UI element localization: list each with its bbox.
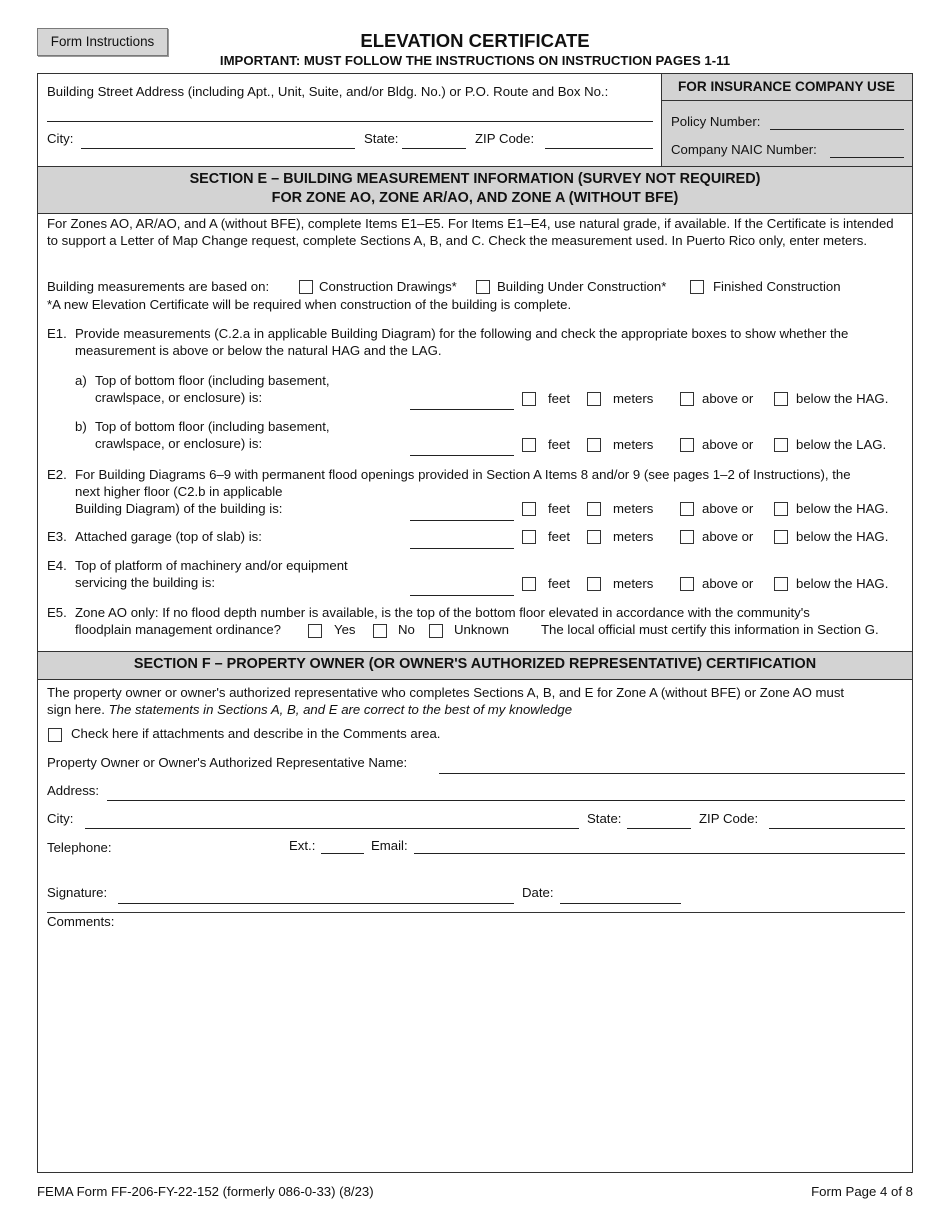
street-address-field[interactable] <box>47 103 653 121</box>
e2-text-line3: Building Diagram) of the building is: <box>75 501 283 516</box>
e2-above-label: above or <box>702 501 754 516</box>
e2-measurement-underline <box>410 520 514 521</box>
e1-text-line2: measurement is above or below the natural HAG and the LAG. <box>75 343 442 358</box>
e1b-above-checkbox[interactable] <box>680 438 694 452</box>
policy-number-underline <box>770 129 904 130</box>
section-e-title-line1: SECTION E – BUILDING MEASUREMENT INFORMATION (SURVEY NOT REQUIRED) <box>189 171 761 187</box>
e3-meters-checkbox[interactable] <box>587 530 601 544</box>
building-under-construction-checkbox[interactable] <box>476 280 490 294</box>
e1a-meters-checkbox[interactable] <box>587 392 601 406</box>
e1b-meters-label: meters <box>613 437 654 452</box>
date-label: Date: <box>522 885 554 900</box>
e1a-above-checkbox[interactable] <box>680 392 694 406</box>
date-field[interactable] <box>560 885 681 903</box>
form-title: ELEVATION CERTIFICATE <box>360 30 590 51</box>
e1a-text-line1: Top of bottom floor (including basement, <box>95 373 330 388</box>
owner-state-underline <box>627 828 691 829</box>
signature-underline <box>118 903 514 904</box>
owner-zip-underline <box>769 828 905 829</box>
ext-field[interactable] <box>321 835 364 853</box>
e5-no-label: No <box>398 622 415 637</box>
owner-address-underline <box>107 800 905 801</box>
e2-text-line2: next higher floor (C2.b in applicable <box>75 484 283 499</box>
policy-number-label: Policy Number: <box>671 114 761 129</box>
telephone-label: Telephone: <box>47 840 112 855</box>
state-label: State: <box>364 131 399 146</box>
e3-text: Attached garage (top of slab) is: <box>75 529 262 544</box>
form-instructions-button[interactable]: Form Instructions <box>37 28 168 56</box>
e4-above-label: above or <box>702 576 754 591</box>
section-f-top-rule <box>38 651 912 652</box>
e2-measurement-field[interactable] <box>410 502 514 520</box>
e5-unknown-checkbox[interactable] <box>429 624 443 638</box>
e4-below-label: below the HAG. <box>796 576 889 591</box>
naic-number-field[interactable] <box>830 140 904 158</box>
attachments-checkbox[interactable] <box>48 728 62 742</box>
email-underline <box>414 853 905 854</box>
owner-address-label: Address: <box>47 783 100 798</box>
e2-meters-checkbox[interactable] <box>587 502 601 516</box>
e4-measurement-underline <box>410 595 514 596</box>
e1b-measurement-field[interactable] <box>410 437 514 455</box>
e2-text-line1: For Building Diagrams 6–9 with permanent flood openings provided in Section A Items 8 and/or 9 (see pages 1–2 of Instructions), the <box>75 467 851 482</box>
e5-text-line2: floodplain management ordinance? <box>75 622 282 637</box>
construction-drawings-label: Construction Drawings* <box>319 279 457 294</box>
e4-above-checkbox[interactable] <box>680 577 694 591</box>
e2-above-checkbox[interactable] <box>680 502 694 516</box>
section-e-top-rule <box>38 166 912 167</box>
section-f-intro-statement: The statements in Sections A, B, and E are correct to the best of my knowledge <box>108 702 573 717</box>
new-certificate-note: *A new Elevation Certificate will be required when construction of the building is complete. <box>47 297 572 312</box>
comments-rule <box>47 912 905 913</box>
e1a-measurement-field[interactable] <box>410 391 514 409</box>
owner-state-field[interactable] <box>627 810 691 828</box>
e3-above-label: above or <box>702 529 754 544</box>
section-e-title-line2: FOR ZONE AO, ZONE AR/AO, AND ZONE A (WITHOUT BFE) <box>271 190 679 206</box>
street-address-label: Building Street Address (including Apt., Unit, Suite, and/or Bldg. No.) or P.O. Route and Box No.: <box>47 84 609 99</box>
e1a-below-checkbox[interactable] <box>774 392 788 406</box>
email-field[interactable] <box>414 835 905 853</box>
ext-underline <box>321 853 364 854</box>
e3-below-label: below the HAG. <box>796 529 889 544</box>
section-f-intro-line2 <box>47 702 572 718</box>
e1b-above-label: above or <box>702 437 754 452</box>
comments-field[interactable] <box>47 934 905 1166</box>
e1b-below-checkbox[interactable] <box>774 438 788 452</box>
section-f-intro-line1: The property owner or owner's authorized representative who completes Sections A, B, and E for Zone A (without BFE) or Zone AO must <box>47 685 845 700</box>
e1-number: E1. <box>47 326 67 341</box>
naic-number-underline <box>830 157 904 158</box>
e1b-measurement-underline <box>410 455 514 456</box>
zip-underline <box>545 148 653 149</box>
zip-field[interactable] <box>545 130 653 148</box>
e1a-above-label: above or <box>702 391 754 406</box>
section-f-title: SECTION F – PROPERTY OWNER (OR OWNER'S AUTHORIZED REPRESENTATIVE) CERTIFICATION <box>133 656 817 672</box>
city-field[interactable] <box>81 130 355 148</box>
e3-meters-label: meters <box>613 529 654 544</box>
e1b-label: b) <box>75 419 87 434</box>
e3-feet-label: feet <box>548 529 570 544</box>
section-f-bottom-rule <box>38 679 912 680</box>
e1a-feet-label: feet <box>548 391 570 406</box>
owner-address-field[interactable] <box>107 782 905 800</box>
e1b-text-line2: crawlspace, or enclosure) is: <box>95 436 263 451</box>
ext-label: Ext.: <box>289 838 316 853</box>
e5-number: E5. <box>47 605 67 620</box>
zip-label: ZIP Code: <box>475 131 535 146</box>
e4-measurement-field[interactable] <box>410 577 514 595</box>
signature-label: Signature: <box>47 885 108 900</box>
policy-number-field[interactable] <box>770 112 904 130</box>
section-e-bottom-rule <box>38 213 912 214</box>
e1b-meters-checkbox[interactable] <box>587 438 601 452</box>
e4-feet-label: feet <box>548 576 570 591</box>
date-underline <box>560 903 681 904</box>
owner-name-underline <box>439 773 905 774</box>
e1a-measurement-underline <box>410 409 514 410</box>
insurance-heading: FOR INSURANCE COMPANY USE <box>677 79 895 94</box>
e1a-below-label: below the HAG. <box>796 391 889 406</box>
telephone-field[interactable] <box>118 836 282 854</box>
signature-field[interactable] <box>118 885 514 903</box>
e4-text-line2: servicing the building is: <box>75 575 216 590</box>
city-underline <box>81 148 355 149</box>
e1b-text-line1: Top of bottom floor (including basement, <box>95 419 330 434</box>
footer-form-id: FEMA Form FF-206-FY-22-152 (formerly 086-0-33) (8/23) <box>37 1184 374 1199</box>
e3-feet-checkbox[interactable] <box>522 530 536 544</box>
e2-meters-label: meters <box>613 501 654 516</box>
e5-no-checkbox[interactable] <box>373 624 387 638</box>
e1b-feet-checkbox[interactable] <box>522 438 536 452</box>
e2-below-checkbox[interactable] <box>774 502 788 516</box>
e5-yes-checkbox[interactable] <box>308 624 322 638</box>
e1-text-line1: Provide measurements (C.2.a in applicable Building Diagram) for the following and check the appropriate boxes to show whether the <box>75 326 849 341</box>
e4-meters-label: meters <box>613 576 654 591</box>
state-underline <box>402 148 466 149</box>
e5-yes-label: Yes <box>334 622 356 637</box>
owner-state-label: State: <box>587 811 622 826</box>
owner-name-label: Property Owner or Owner's Authorized Representative Name: <box>47 755 408 770</box>
section-e-intro: For Zones AO, AR/AO, and A (without BFE), complete Items E1–E5. For Items E1–E4, use natural grade, if available. If the Certificate is intended to support a Letter of Map Change request, complete Sections A, B, and C. Check the measurement used. In Puerto Rico only, enter meters. <box>47 216 894 248</box>
email-label: Email: <box>371 838 408 853</box>
e1b-below-label: below the LAG. <box>796 437 887 452</box>
e4-feet-checkbox[interactable] <box>522 577 536 591</box>
e2-feet-label: feet <box>548 501 570 516</box>
e3-measurement-field[interactable] <box>410 530 514 548</box>
e4-meters-checkbox[interactable] <box>587 577 601 591</box>
street-address-underline <box>47 121 653 122</box>
e2-number: E2. <box>47 467 67 482</box>
finished-construction-label: Finished Construction <box>713 279 841 294</box>
owner-city-field[interactable] <box>85 810 579 828</box>
attachments-label: Check here if attachments and describe in the Comments area. <box>71 726 441 741</box>
e5-local-official-note: The local official must certify this information in Section G. <box>541 622 879 637</box>
e4-below-checkbox[interactable] <box>774 577 788 591</box>
footer-page-number: Form Page 4 of 8 <box>811 1184 913 1199</box>
e4-text-line1: Top of platform of machinery and/or equipment <box>75 558 348 573</box>
e1a-label: a) <box>75 373 87 388</box>
e1a-feet-checkbox[interactable] <box>522 392 536 406</box>
e5-text-line1: Zone AO only: If no flood depth number is available, is the top of the bottom floor elevated in accordance with the community's <box>75 605 810 620</box>
comments-label: Comments: <box>47 914 115 929</box>
naic-number-label: Company NAIC Number: <box>671 142 817 157</box>
e5-unknown-label: Unknown <box>454 622 509 637</box>
owner-name-field[interactable] <box>439 755 905 773</box>
construction-drawings-checkbox[interactable] <box>299 280 313 294</box>
e1a-meters-label: meters <box>613 391 654 406</box>
owner-zip-label: ZIP Code: <box>699 811 759 826</box>
e2-below-label: below the HAG. <box>796 501 889 516</box>
e4-number: E4. <box>47 558 67 573</box>
owner-zip-field[interactable] <box>769 810 905 828</box>
e3-number: E3. <box>47 529 67 544</box>
based-on-label: Building measurements are based on: <box>47 279 270 294</box>
finished-construction-checkbox[interactable] <box>690 280 704 294</box>
form-subtitle: IMPORTANT: MUST FOLLOW THE INSTRUCTIONS ON INSTRUCTION PAGES 1-11 <box>219 53 731 68</box>
state-field[interactable] <box>402 130 466 148</box>
city-label: City: <box>47 131 74 146</box>
e2-feet-checkbox[interactable] <box>522 502 536 516</box>
building-under-construction-label: Building Under Construction* <box>497 279 667 294</box>
owner-city-underline <box>85 828 579 829</box>
e3-above-checkbox[interactable] <box>680 530 694 544</box>
e1b-feet-label: feet <box>548 437 570 452</box>
e3-below-checkbox[interactable] <box>774 530 788 544</box>
owner-city-label: City: <box>47 811 74 826</box>
e3-measurement-underline <box>410 548 514 549</box>
e1a-text-line2: crawlspace, or enclosure) is: <box>95 390 263 405</box>
section-f-intro-sign-here: sign here. <box>47 702 105 717</box>
insurance-heading-rule <box>661 100 912 101</box>
